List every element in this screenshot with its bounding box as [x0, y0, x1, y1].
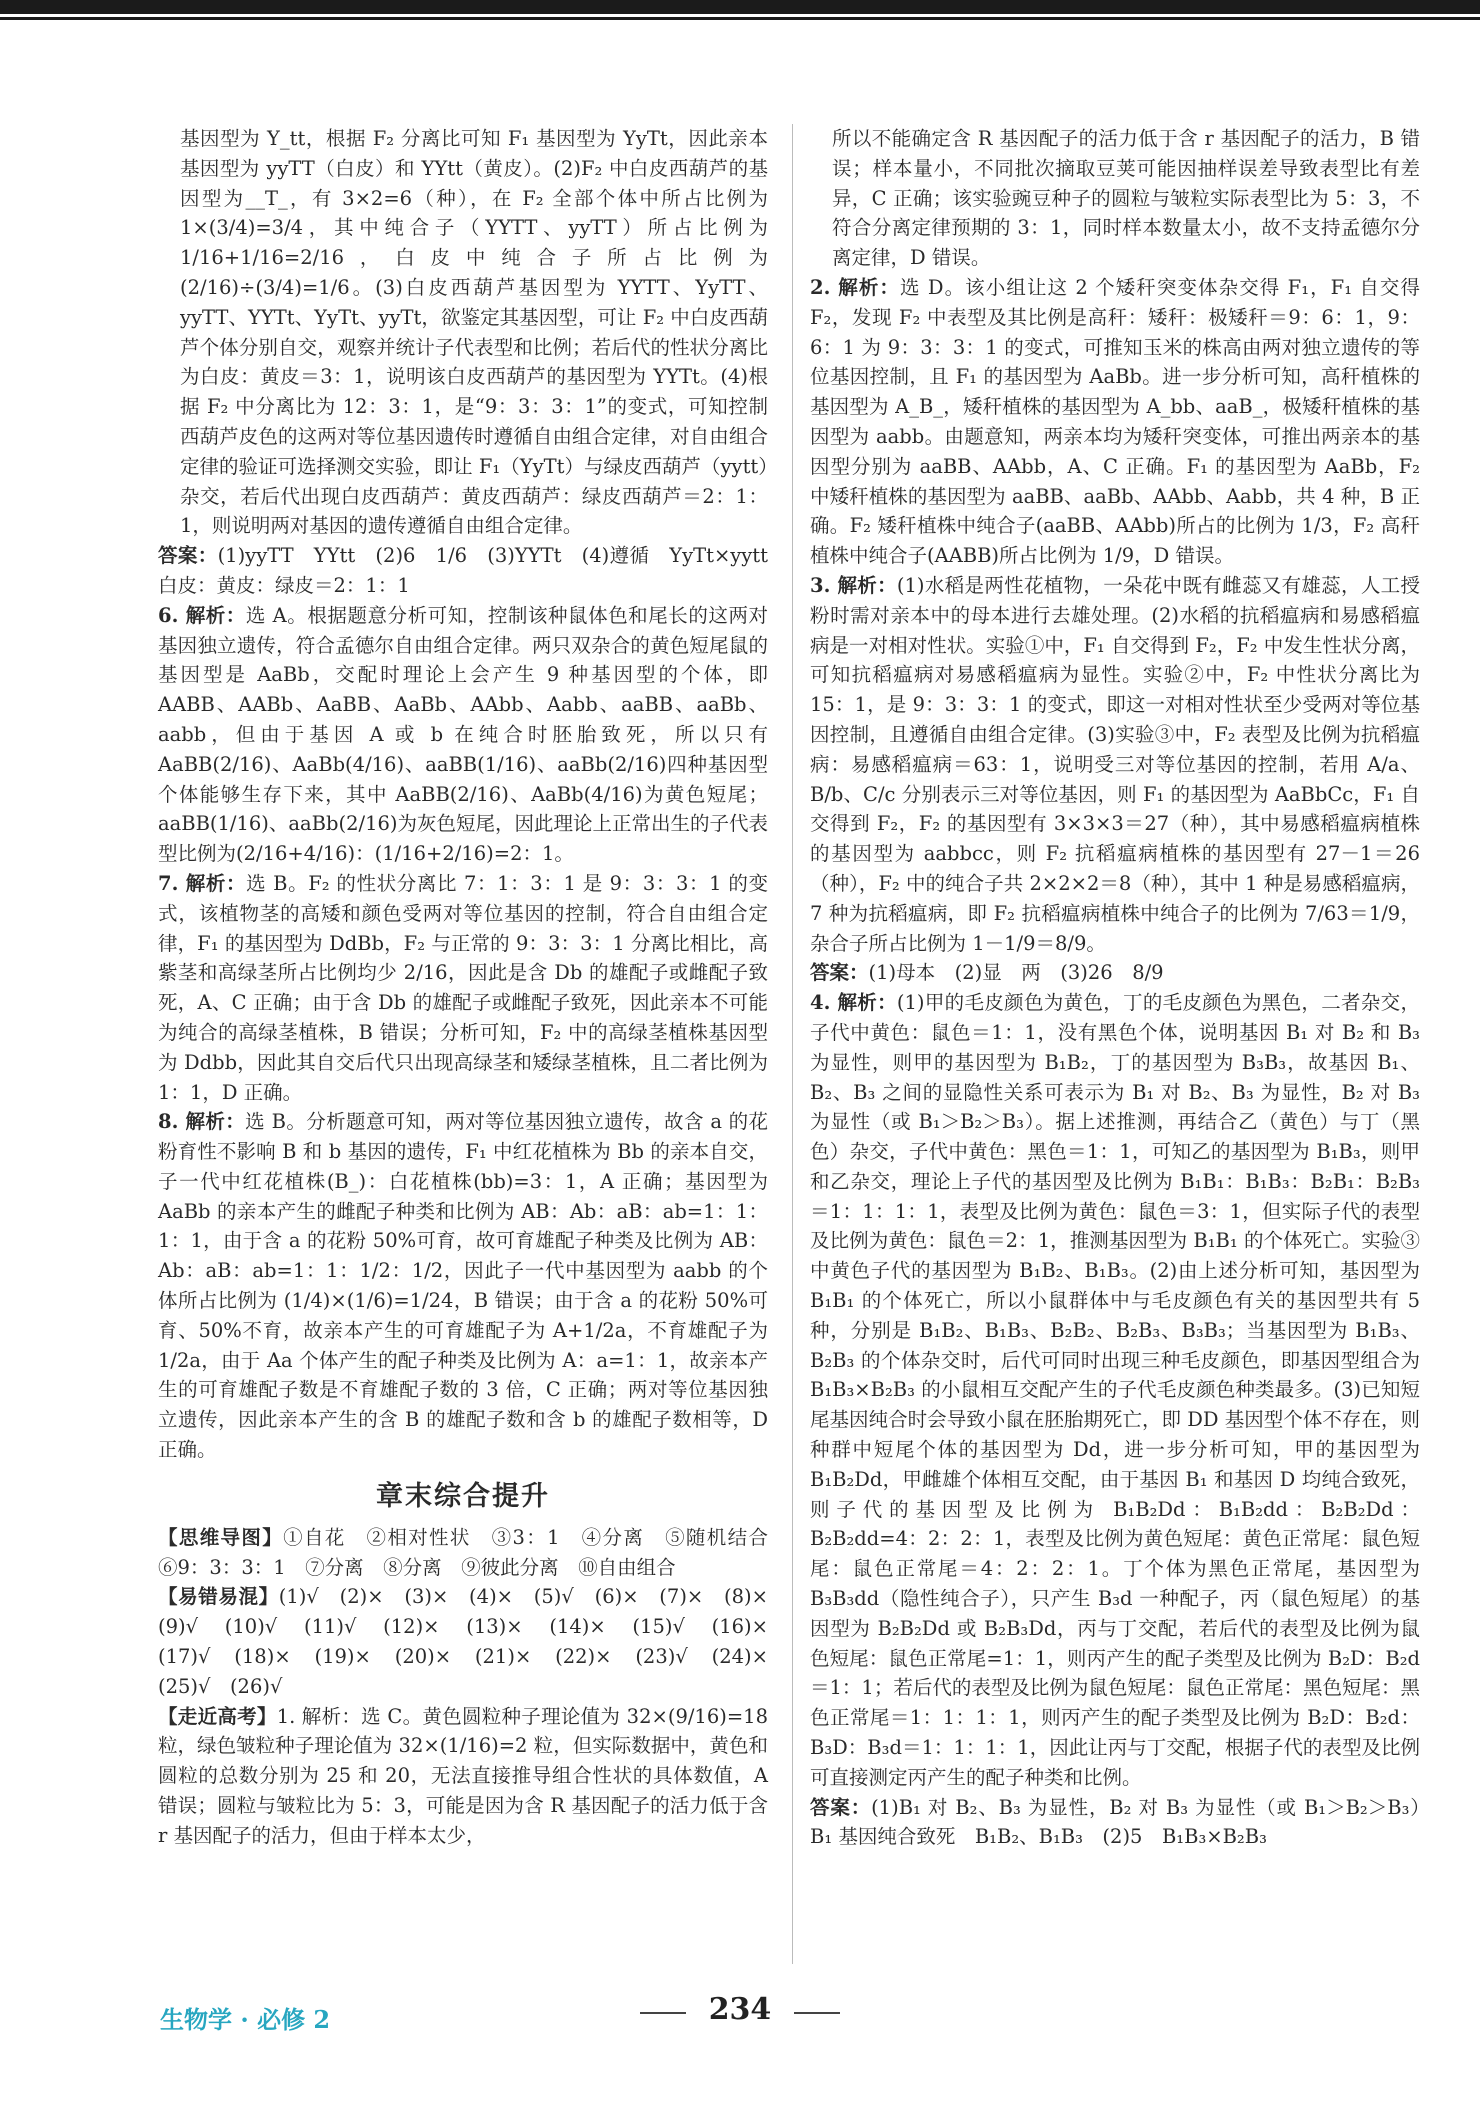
- paragraph-label: 7. 解析：: [158, 871, 247, 895]
- paragraph-text: 选 B。F₂ 的性状分离比 7：1：3：1 是 9：3：3：1 的变式，该植物茎的高矮和颜色受两对等位基因的控制，符合自由组合定律，F₁ 的基因型为 DdBb，F₂ 与正常的 9：3：3：1 分离比相比，高紫茎和高绿茎所占比例均少 2/16，因此是含 Db 的雄配子或雌配子致死，A、C 正确；由于含 Db 的雄配子或雌配子致死，因此亲本不可能为纯合的高绿茎植株，B 错误；分析可知，F₂ 中的高绿茎植株基因型为 Ddbb，因此其自交后代只出现高绿茎和矮绿茎植株，且二者比例为 1：1，D 正确。: [158, 871, 768, 1104]
- summary-block: [158, 1582, 788, 1701]
- paragraph-label: 答案：: [810, 961, 869, 985]
- paragraph: [810, 124, 1420, 273]
- page-number: 234: [708, 1992, 772, 2027]
- top-border-line: [0, 17, 1480, 20]
- summary-block: [158, 1523, 788, 1583]
- summary-text: ①自花 ②相对性状 ③3：1 ④分离 ⑤随机结合 ⑥9：3：3：1 ⑦分离 ⑧分离 ⑨彼此分离 ⑩自由组合: [158, 1525, 788, 1579]
- paragraph-text: 选 A。根据题意分析可知，控制该种鼠体色和尾长的这两对基因独立遗传，符合孟德尔自由组合定律。两只双杂合的黄色短尾鼠的基因型是 AaBb，交配时理论上会产生 9 种基因型的个体，即 AABB、AABb、AaBB、AaBb、AAbb、Aabb、aaBB、aaBb、aabb，但由于基因 A 或 b 在纯合时胚胎致死，所以只有 AaBB(2/16)、AaBb(4/16)、aaBB(1/16)、aaBb(2/16)四种基因型个体能够生存下来，其中 AaBB(2/16)、AaBb(4/16)为黄色短尾；aaBB(1/16)、aaBb(2/16)为灰色短尾，因此理论上正常出生的子代表型比例为(2/16+4/16)：(1/16+2/16)=2：1。: [158, 603, 768, 866]
- paragraph-label: 2. 解析：: [810, 275, 900, 299]
- paragraph-text: (1)甲的毛皮颜色为黄色，丁的毛皮颜色为黑色，二者杂交，子代中黄色：鼠色＝1：1，没有黑色个体，说明基因 B₁ 对 B₂ 和 B₃ 为显性，则甲的基因型为 B₁B₂，丁的基因型为 B₃B₃，故基因 B₁、B₂、B₃ 之间的显隐性关系可表示为 B₁ 对 B₂、B₃ 为显性，B₂ 对 B₃ 为显性（或 B₁＞B₂＞B₃）。据上述推测，再结合乙（黄色）与丁（黑色）杂交，子代中黄色：黑色＝1：1，可知乙的基因型为 B₁B₃，则甲和乙杂交，理论上子代的基因型及比例为 B₁B₁：B₁B₃：B₂B₁：B₂B₃＝1：1：1：1，表型及比例为黄色：鼠色＝3：1，但实际子代的表型及比例为黄色：鼠色＝2：1，推测基因型为 B₁B₁ 的个体死亡。实验③中黄色子代的基因型为 B₁B₂、B₁B₃。(2)由上述分析可知，基因型为 B₁B₁ 的个体死亡，所以小鼠群体中与毛皮颜色有关的基因型共有 5 种，分别是 B₁B₂、B₁B₃、B₂B₂、B₂B₃、B₃B₃；当基因型为 B₁B₃、B₂B₃ 的个体杂交时，后代可同时出现三种毛皮颜色，即基因型组合为 B₁B₃×B₂B₃ 的小鼠相互交配产生的子代毛皮颜色种类最多。(3)已知短尾基因纯合时会导致小鼠在胚胎期死亡，即 DD 基因型个体不存在，则种群中短尾个体的基因型为 Dd，进一步分析可知，甲的基因型为 B₁B₂Dd，甲雌雄个体相互交配，由于基因 B₁ 和基因 D 均纯合致死，则子代的基因型及比例为 B₁B₂Dd：B₁B₂dd：B₂B₂Dd：B₂B₂dd=4：2：2：1，表型及比例为黄色短尾：黄色正常尾：鼠色短尾：鼠色正常尾＝4：2：2：1。丁个体为黑色正常尾，基因型为 B₃B₃dd（隐性纯合子），只产生 B₃d 一种配子，丙（鼠色短尾）的基因型为 B₂B₂Dd 或 B₂B₃Dd，丙与丁交配，若后代的表型及比例为鼠色短尾：鼠色正常尾=1：1，则丙产生的配子类型及比例为 B₂D：B₂d＝1：1；若后代的表型及比例为鼠色短尾：鼠色正常尾：黑色短尾：黑色正常尾＝1：1：1：1，则丙产生的配子类型及比例为 B₂D：B₂d：B₃D：B₃d＝1：1：1：1，因此让丙与丁交配，根据子代的表型及比例可直接测定丙产生的配子种类和比例。: [810, 991, 1420, 1789]
- top-border-bar: [0, 0, 1480, 14]
- paragraph-text: (1)水稻是两性花植物，一朵花中既有雌蕊又有雄蕊，人工授粉时需对亲本中的母本进行去雄处理。(2)水稻的抗稻瘟病和易感稻瘟病是一对相对性状。实验①中，F₁ 自交得到 F₂，F₂ 中发生性状分离，可知抗稻瘟病对易感稻瘟病为显性。实验②中，F₂ 中性状分离比为 15：1，是 9：3：3：1 的变式，即这一对相对性状至少受两对等位基因控制，且遵循自由组合定律。(3)实验③中，F₂ 表型及比例为抗稻瘟病：易感稻瘟病＝63：1，说明受三对等位基因的控制，若用 A/a、B/b、C/c 分别表示三对等位基因，则 F₁ 的基因型为 AaBbCc，F₁ 自交得到 F₂，F₂ 的基因型有 3×3×3＝27（种），其中易感稻瘟病植株的基因型为 aabbcc，则 F₂ 抗稻瘟病植株的基因型有 27－1＝26（种），F₂ 中的纯合子共 2×2×2＝8（种），其中 1 种是易感稻瘟病，7 种为抗稻瘟病，即 F₂ 抗稻瘟病植株中纯合子的比例为 7/63＝1/9，杂合子所占比例为 1－1/9＝8/9。: [810, 573, 1420, 955]
- paragraph: [810, 273, 1420, 571]
- paragraph-label: 答案：: [810, 1795, 872, 1819]
- column-divider: [792, 124, 793, 1964]
- paragraph-text: 所以不能确定含 R 基因配子的活力低于含 r 基因配子的活力，B 错误；样本量小，不同批次摘取豆荚可能因抽样误差导致表型比有差异，C 正确；该实验豌豆种子的圆粒与皱粒实际表型比为 5：3，不符合分离定律预期的 3：1，同时样本数量太小，故不支持孟德尔分离定律，D 错误。: [832, 127, 1420, 270]
- paragraph-text: (1)母本 (2)显 两 (3)26 8/9: [868, 961, 1164, 985]
- paragraph: [810, 958, 1420, 988]
- paragraph: [158, 869, 768, 1107]
- paragraph-label: 8. 解析：: [158, 1110, 246, 1134]
- paragraph-label: 6. 解析：: [158, 603, 246, 627]
- paragraph: [158, 1107, 768, 1465]
- right-column: [810, 124, 1440, 1974]
- paragraph: [810, 571, 1420, 958]
- paragraph-label: 4. 解析：: [810, 991, 897, 1015]
- paragraph: [810, 988, 1420, 1793]
- paragraph-text: (1)yyTT YYtt (2)6 1/6 (3)YYTt (4)遵循 YyTt×yytt 白皮：黄皮：绿皮＝2：1：1: [158, 544, 788, 597]
- summary-label: 【思维导图】: [158, 1525, 284, 1549]
- paragraph-text: 选 D。该小组让这 2 个矮秆突变体杂交得 F₁，F₁ 自交得 F₂，发现 F₂ 中表型及其比例是高秆：矮秆：极矮秆＝9：6：1，9：6：1 为 9：3：3：1 的变式，可推知玉米的株高由两对独立遗传的等位基因控制，且 F₁ 的基因型为 AaBb。进一步分析可知，高秆植株的基因型为 A_B_，矮秆植株的基因型为 A_bb、aaB_，极矮秆植株的基因型为 aabb。由题意知，两亲本均为矮秆突变体，可推出两亲本的基因型分别为 aaBB、AAbb，A、C 正确。F₁ 的基因型为 AaBb，F₂ 中矮秆植株的基因型为 aaBB、aaBb、AAbb、Aabb，共 4 种，B 正确。F₂ 矮秆植株中纯合子(aaBB、AAbb)所占的比例为 1/3，F₂ 高秆植株中纯合子(AABB)所占比例为 1/9，D 错误。: [810, 275, 1420, 568]
- summary-label: 【易错易混】: [158, 1585, 279, 1609]
- paragraph-label: 3. 解析：: [810, 573, 897, 597]
- paragraph: [158, 601, 768, 869]
- paragraph-text: (1)B₁ 对 B₂、B₃ 为显性，B₂ 对 B₃ 为显性（或 B₁＞B₂＞B₃） B₁ 基因纯合致死 B₁B₂、B₁B₃ (2)5 B₁B₃×B₂B₃: [810, 1795, 1440, 1849]
- section-title: 章末综合提升: [376, 1480, 550, 1512]
- paragraph: [158, 541, 788, 601]
- summary-text: 1. 解析：选 C。黄色圆粒种子理论值为 32×(9/16)=18 粒，绿色皱粒种子理论值为 32×(1/16)=2 粒，但实际数据中，黄色和圆粒的总数分别为 25 和 20，无法直接推导组合性状的具体数值，A 错误；圆粒与皱粒比为 5：3，可能是因为含 R 基因配子的活力低于含 r 基因配子的活力，但由于样本太少，: [158, 1704, 768, 1847]
- paragraph: [810, 1793, 1440, 1853]
- left-column: [158, 124, 788, 1974]
- summary-label: 【走近高考】: [158, 1704, 277, 1728]
- footer-dash-right: [794, 2012, 840, 2014]
- footer-subject: 生物学 · 必修 2: [160, 2005, 331, 2034]
- paragraph: [158, 124, 768, 541]
- summary-text: (1)√ (2)× (3)× (4)× (5)√ (6)× (7)× (8)× (9)√ (10)√ (11)√ (12)× (13)× (14)× (15)√ (16)× (17)√ (18)× (19)× (20)× (21)× (22)× (23)√ (24)× (25)√ (26)√: [158, 1585, 788, 1698]
- paragraph-label: 答案：: [158, 544, 218, 568]
- paragraph-text: 选 B。分析题意可知，两对等位基因独立遗传，故含 a 的花粉育性不影响 B 和 b 基因的遗传，F₁ 中红花植株为 Bb 的亲本自交，子一代中红花植株(B_)：白花植株(bb)=3：1，A 正确；基因型为 AaBb 的亲本产生的雌配子种类和比例为 AB：Ab：aB：ab=1：1：1：1，由于含 a 的花粉 50%可育，故可育雄配子种类及比例为 AB：Ab：aB：ab=1：1：1/2：1/2，因此子一代中基因型为 aabb 的个体所占比例为 (1/4)×(1/6)=1/24，B 错误；由于含 a 的花粉 50%可育、50%不育，故亲本产生的可育雄配子为 A+1/2a，不育雄配子为 1/2a，由于 Aa 个体产生的配子种类及比例为 A：a=1：1，故亲本产生的可育雄配子数是不育雄配子数的 3 倍，C 正确；两对等位基因独立遗传，因此亲本产生的含 B 的雄配子数和含 b 的雄配子数相等，D 正确。: [158, 1110, 768, 1462]
- summary-block: [158, 1702, 768, 1851]
- paragraph-text: 基因型为 Y_tt，根据 F₂ 分离比可知 F₁ 基因型为 YyTt，因此亲本基因型为 yyTT（白皮）和 YYtt（黄皮）。(2)F₂ 中白皮西葫芦的基因型为__T_，有 3×2=6（种），在 F₂ 全部个体中所占比例为 1×(3/4)=3/4，其中纯合子（YYTT、yyTT）所占比例为 1/16+1/16=2/16，白皮中纯合子所占比例为 (2/16)÷(3/4)=1/6。(3)白皮西葫芦基因型为 YYTT、YyTT、yyTT、YYTt、YyTt、yyTt，欲鉴定其基因型，可让 F₂ 中白皮西葫芦个体分别自交，观察并统计子代表型和比例；若后代的性状分离比为白皮：黄皮＝3：1，说明该白皮西葫芦的基因型为 YYTt。(4)根据 F₂ 中分离比为 12：3：1，是“9：3：3：1”的变式，可知控制西葫芦皮色的这两对等位基因遗传时遵循自由组合定律，对自由组合定律的验证可选择测交实验，即让 F₁（YyTt）与绿皮西葫芦（yytt）杂交，若后代出现白皮西葫芦：黄皮西葫芦：绿皮西葫芦＝2：1：1，则说明两对基因的遗传遵循自由组合定律。: [180, 127, 768, 538]
